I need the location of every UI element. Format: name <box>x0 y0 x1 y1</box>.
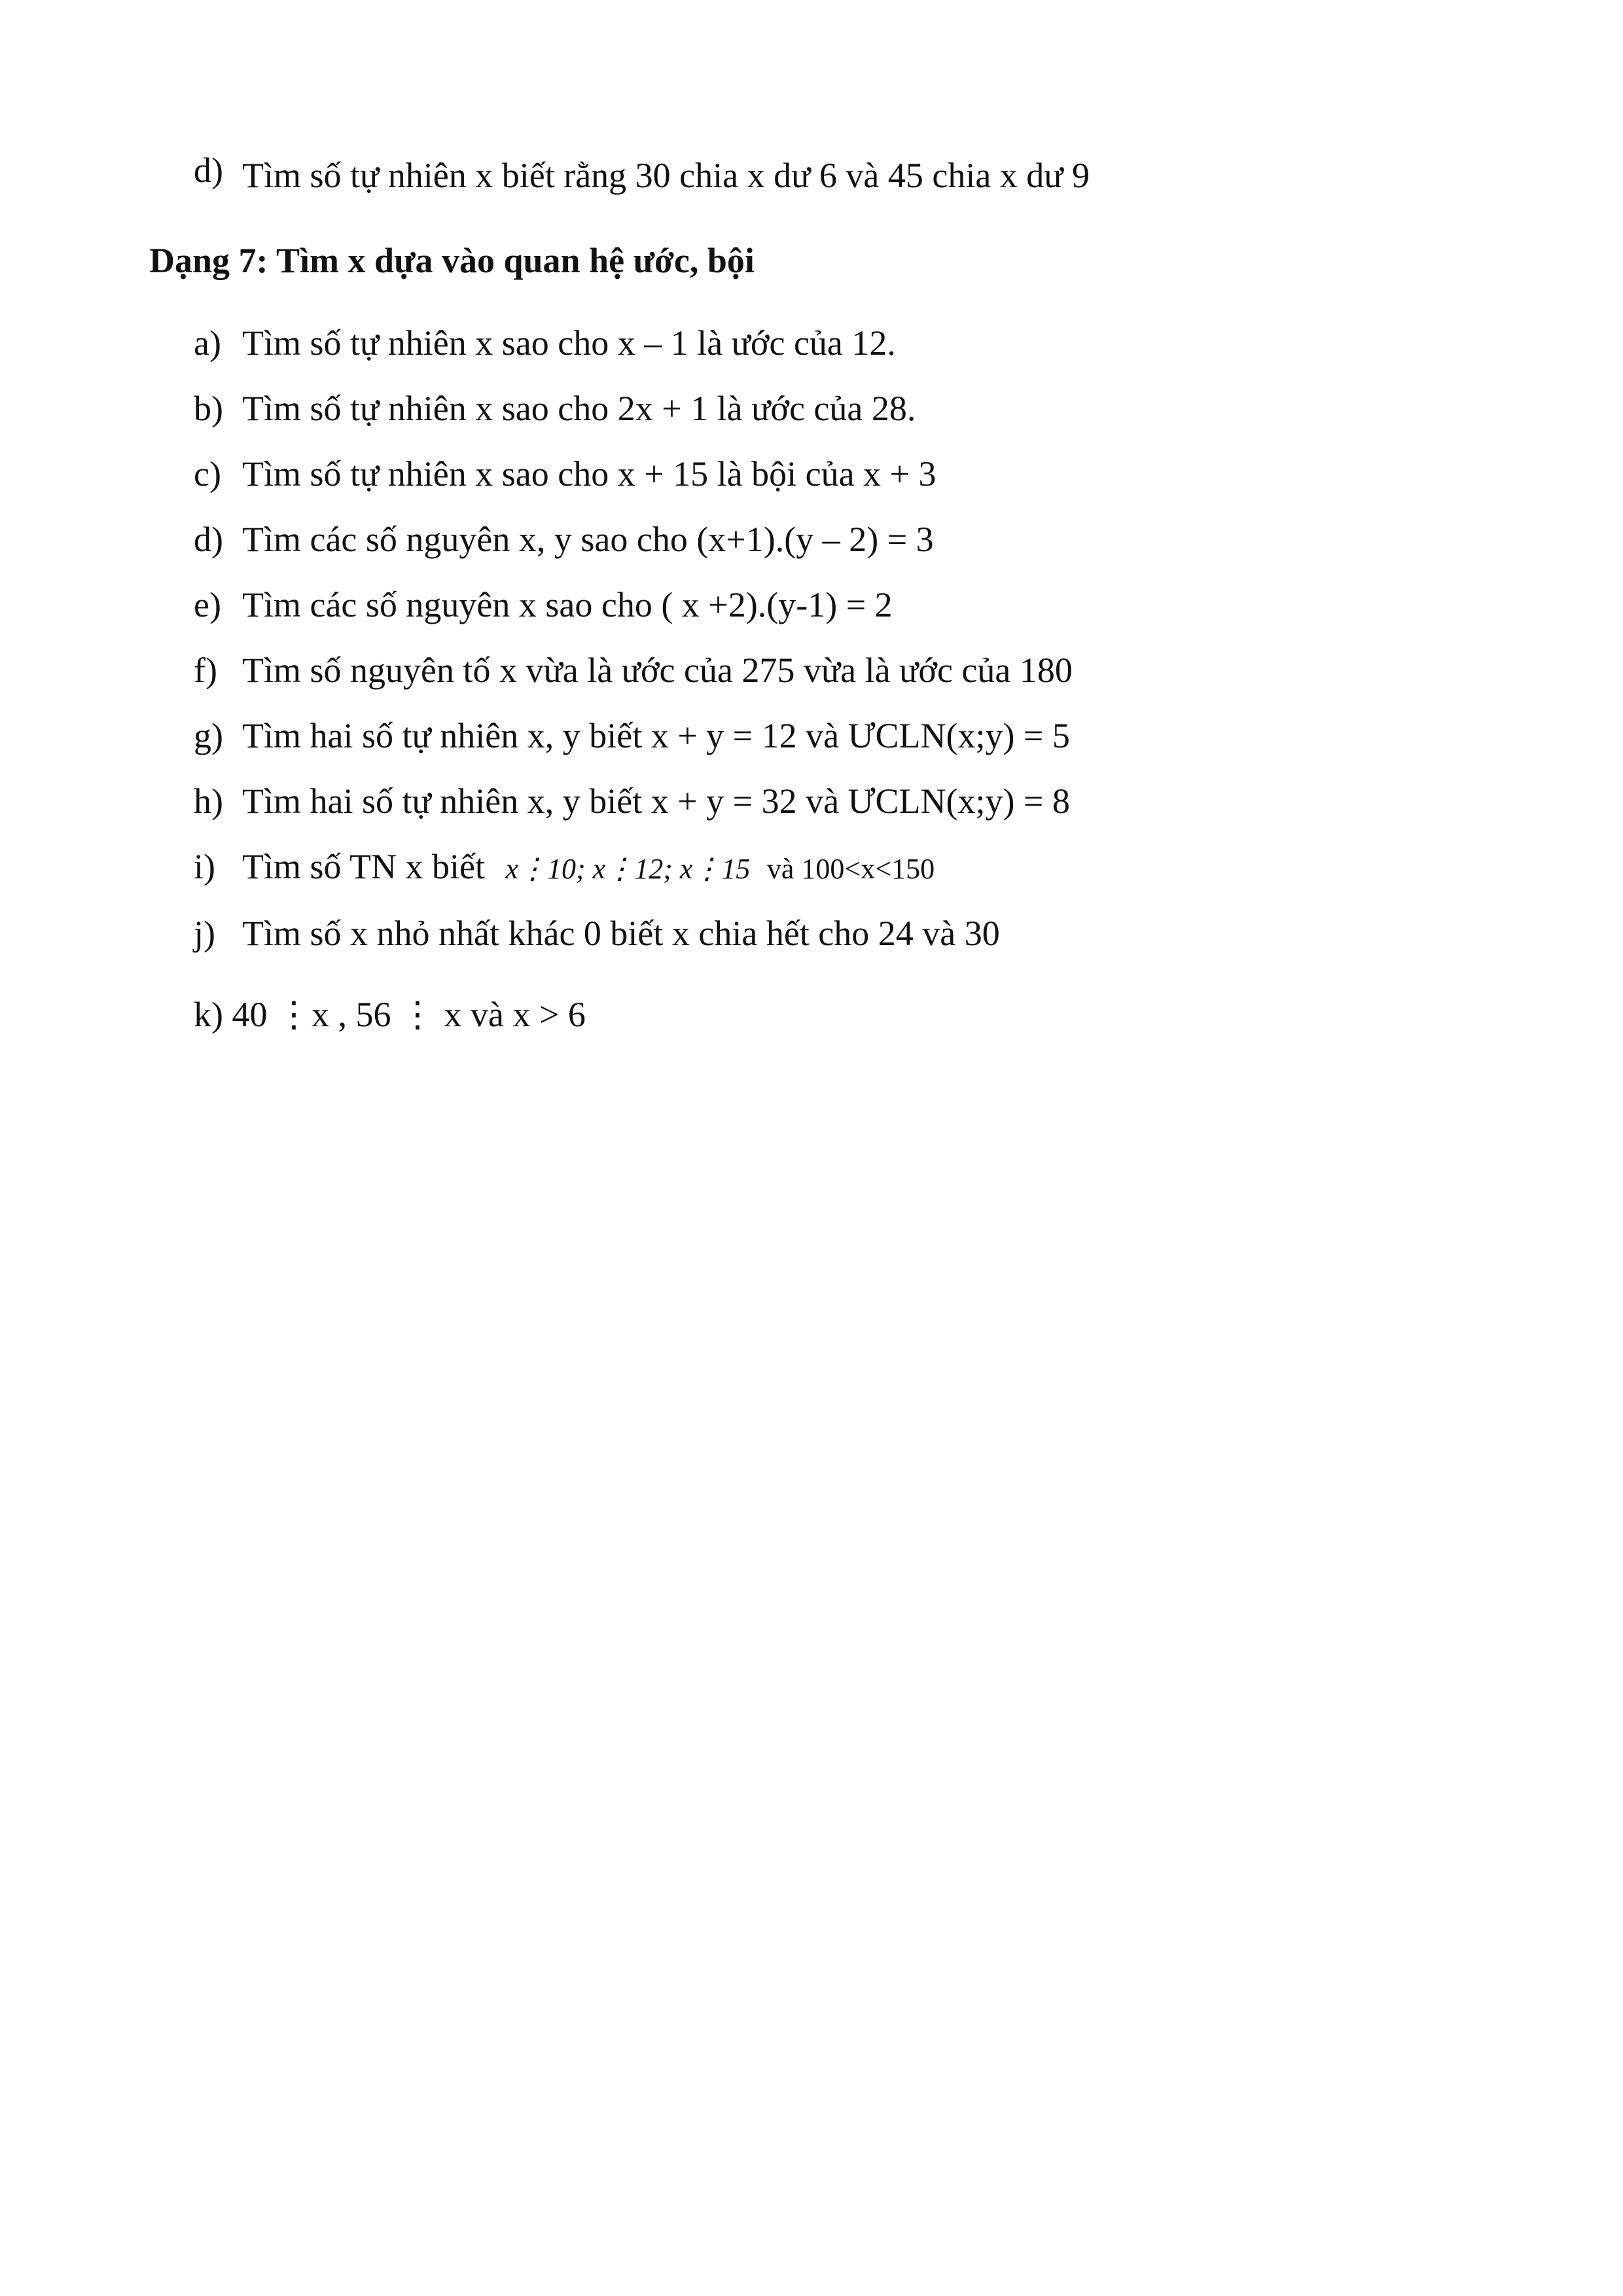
item-text: Tìm số tự nhiên x biết rằng 30 chia x dư 6 và 45 chia x dư 9 <box>242 156 1090 195</box>
item-text: Tìm hai số tự nhiên x, y biết x + y = 32 và ƯCLN(x;y) = 8 <box>242 781 1070 821</box>
item-text: Tìm số TN x biết <box>242 847 485 886</box>
range-condition: và 100<x<150 <box>766 853 935 885</box>
item-text: Tìm số tự nhiên x sao cho 2x + 1 là ước của 28. <box>242 389 916 428</box>
item-label: c) <box>194 454 221 493</box>
item-label: f) <box>194 651 217 690</box>
item-text: k) 40 ⋮x , 56 ⋮ x và x > 6 <box>194 995 586 1034</box>
item-label: e) <box>194 585 221 624</box>
item-text: Tìm số nguyên tố x vừa là ước của 275 vừa là ước của 180 <box>242 651 1073 690</box>
item-label: i) <box>194 847 215 886</box>
item-label: b) <box>194 389 223 428</box>
item-text: Tìm số tự nhiên x sao cho x + 15 là bội của x + 3 <box>242 454 936 493</box>
item-label: g) <box>194 716 223 755</box>
item-text: Tìm số tự nhiên x sao cho x – 1 là ước của 12. <box>242 323 896 363</box>
item-text: Tìm số x nhỏ nhất khác 0 biết x chia hết cho 24 và 30 <box>242 914 1000 953</box>
item-text-group <box>242 846 935 890</box>
section-heading: Dạng 7: Tìm x dựa vào quan hệ ước, bội <box>149 241 755 280</box>
divisibility-expression: x⋮10; x⋮12; x⋮15 <box>505 853 751 885</box>
item-label: h) <box>194 781 223 821</box>
item-label: d) <box>194 151 223 190</box>
item-text: Tìm các số nguyên x sao cho ( x +2).(y-1) = 2 <box>242 585 893 624</box>
item-text: Tìm các số nguyên x, y sao cho (x+1).(y – 2) = 3 <box>242 520 934 559</box>
item-label: a) <box>194 323 221 363</box>
item-label: d) <box>194 520 223 559</box>
item-text: Tìm hai số tự nhiên x, y biết x + y = 12 và ƯCLN(x;y) = 5 <box>242 716 1070 755</box>
item-label: j) <box>194 914 215 953</box>
